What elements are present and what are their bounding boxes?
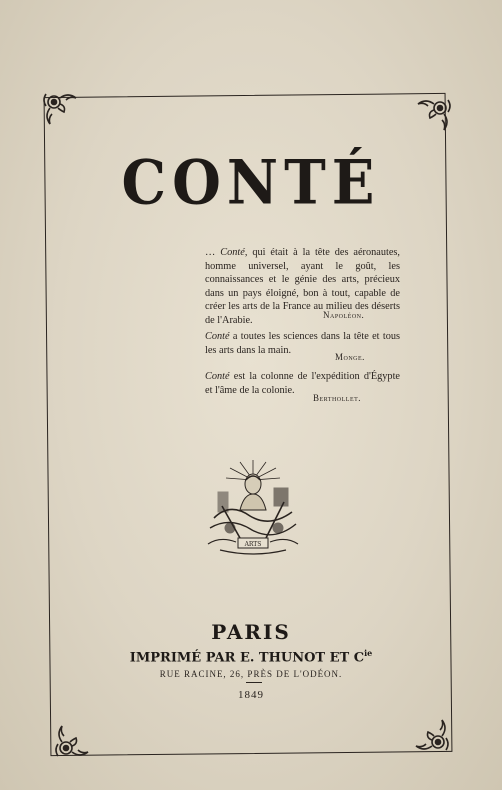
corner-ornament-icon xyxy=(410,94,454,138)
quote-monge xyxy=(205,330,400,357)
divider xyxy=(246,682,262,683)
page-title: CONTÉ xyxy=(121,147,381,219)
imprint-address: RUE RACINE, 26, PRÈS DE L'ODÉON. xyxy=(159,669,343,679)
quote-lead: … xyxy=(205,247,221,258)
corner-ornament-icon xyxy=(40,88,84,132)
quote-text: a toutes les sciences dans la tête et tous les arts dans la main. xyxy=(205,331,400,356)
quote-author: Berthollet. xyxy=(313,393,362,403)
quote-napoleon xyxy=(205,246,400,327)
printer-text: IMPRIMÉ PAR E. THUNOT ET C xyxy=(129,650,365,666)
vignette-label: ARTS xyxy=(244,541,262,548)
corner-ornament-icon xyxy=(52,718,96,762)
imprint-year: 1849 xyxy=(238,689,264,701)
quote-berthollet xyxy=(205,370,400,397)
quote-text: , qui était à la tête des aéronautes, homme universel, ayant le goût, les connaissances et le génie des arts, précieux dans un pays éloigné, bon à tout, capable de créer les arts de la France au milieu des déserts de l'Arabie. xyxy=(205,247,400,326)
quote-author: Napoléon. xyxy=(323,310,365,320)
quote-subject: Conté xyxy=(220,247,245,258)
quote-subject: Conté xyxy=(205,371,230,382)
printer-sup: ie xyxy=(364,648,373,658)
quote-text: est la colonne de l'expédition d'Égypte et l'âme de la colonie. xyxy=(205,371,400,396)
quote-subject: Conté xyxy=(205,331,230,342)
arts-vignette-icon xyxy=(200,458,306,558)
imprint-city: PARIS xyxy=(211,620,291,644)
corner-ornament-icon xyxy=(408,712,452,756)
quote-author: Monge. xyxy=(335,352,365,362)
imprint-printer xyxy=(0,648,502,665)
